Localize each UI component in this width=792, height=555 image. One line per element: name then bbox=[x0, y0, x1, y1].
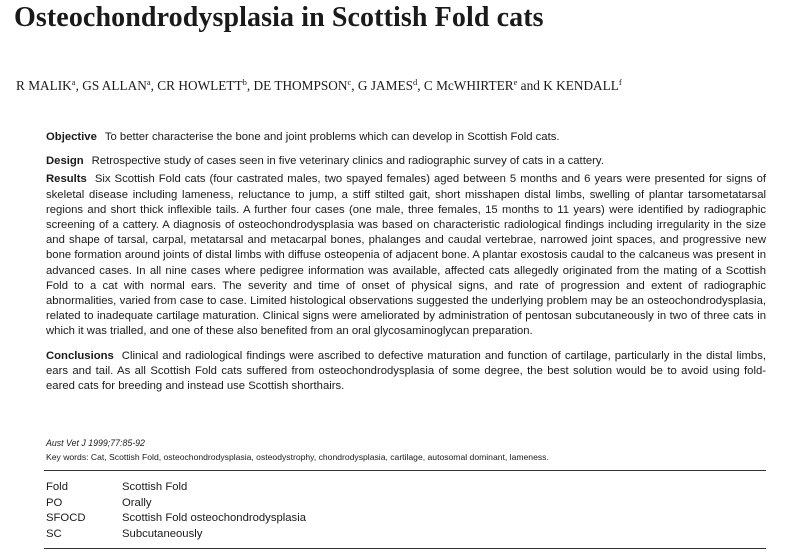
abstract bbox=[46, 130, 766, 394]
abstract-objective bbox=[46, 130, 766, 145]
conclusions-text: Clinical and radiological findings were ascribed to defective maturation and function of cartilage, particularly in the distal limbs, ears and tail. As all Scottish Fold cats suffered from osteochondrodysplasia of some degree, the best solution would be to avoid using fold-eared cats for breeding and instead use Scottish shorthairs. bbox=[46, 349, 766, 393]
divider bbox=[44, 470, 766, 471]
abbreviation-row bbox=[46, 527, 766, 543]
divider bbox=[44, 548, 766, 549]
author: R MALIK$^a$, bbox=[16, 77, 83, 93]
keywords: Key words: Cat, Scottish Fold, osteochondrodysplasia, osteodystrophy, chondrodysplasia, cartilage, autosomal dominant, lameness. bbox=[46, 452, 549, 462]
abbreviation: Fold bbox=[46, 481, 68, 493]
abstract-conclusions bbox=[46, 349, 766, 395]
author: DE THOMPSON$^c$, bbox=[253, 77, 358, 93]
conclusions-label: Conclusions bbox=[46, 349, 114, 362]
author: K KENDALL$^f$ bbox=[543, 77, 622, 93]
abstract-design bbox=[46, 154, 766, 169]
abbreviation-meaning: Scottish Fold bbox=[122, 481, 188, 493]
abbreviation-row bbox=[46, 511, 766, 527]
abbreviation-meaning: Orally bbox=[122, 496, 152, 509]
results-text: Six Scottish Fold cats (four castrated males, two spayed females) aged between 5 months and 6 years were presented for signs of skeletal disease including lameness, reluctance to jump, a stiff stilted gait, short misshapen distal limbs, swelling of plantar tarsometatarsal regions and short thick inflexible tails. A further four cases (one male, three females, 15 months to 11 years) were identified by radiographic screening of a cattery. A diagnosis of osteochondrodysplasia was based on characteristic radiological findings including irregularity in the size and shape of tarsal, carpal, metatarsal and metacarpal bones, phalanges and caudal vertebrae, narrowed joint spaces, and progressive new bone formation around joints of distal limbs with diffuse osteopenia of adjacent bone. A plantar exostosis caudal to the calcaneus was present in advanced cases. In all nine cases where pedigree information was available, affected cats allegedly originated from the mating of a Scottish Fold to a cat with normal ears. The severity and time of onset of physical signs, and rate of progression and extent of radiographic abnormalities, varied from case to case. Limited histological observations suggested the underlying problem may be an osteochondrodysplasia, related to inadequate cartilage maturation. Clinical signs were ameliorated by administration of pentosan subcutaneously in two of three cats in which it was trialled, and one of these also benefited from an oral glycosaminoglycan preparation. bbox=[46, 173, 766, 338]
abbreviation-row bbox=[46, 480, 766, 496]
journal-citation: Aust Vet J 1999;77:85-92 bbox=[46, 438, 145, 448]
abbreviation-meaning: Subcutaneously bbox=[122, 527, 203, 540]
abstract-results bbox=[46, 172, 766, 339]
abbreviation-row bbox=[46, 496, 766, 512]
objective-text: To better characterise the bone and joint problems which can develop in Scottish Fold cats. bbox=[104, 131, 560, 143]
abbreviation: SC bbox=[46, 527, 62, 540]
abbreviation-meaning: Scottish Fold osteochondrodysplasia bbox=[122, 512, 306, 524]
results-label: Results bbox=[46, 173, 87, 186]
objective-label: Objective bbox=[46, 131, 97, 143]
abbreviation: PO bbox=[46, 496, 63, 509]
abbreviation: SFOCD bbox=[46, 512, 86, 524]
author: C McWHIRTER$^e$ and bbox=[423, 77, 544, 93]
article-title: Osteochondrodysplasia in Scottish Fold cats bbox=[14, 2, 544, 33]
design-text: Retrospective study of cases seen in five veterinary clinics and radiographic survey of cats in a cattery. bbox=[91, 155, 604, 168]
abbreviation-list bbox=[46, 480, 766, 542]
author: GS ALLAN$^a$, bbox=[82, 77, 158, 93]
author: G JAMES$^d$, bbox=[357, 77, 424, 93]
author: CR HOWLETT$^b$, bbox=[157, 77, 254, 93]
author-list bbox=[16, 77, 622, 94]
design-label: Design bbox=[46, 155, 84, 168]
